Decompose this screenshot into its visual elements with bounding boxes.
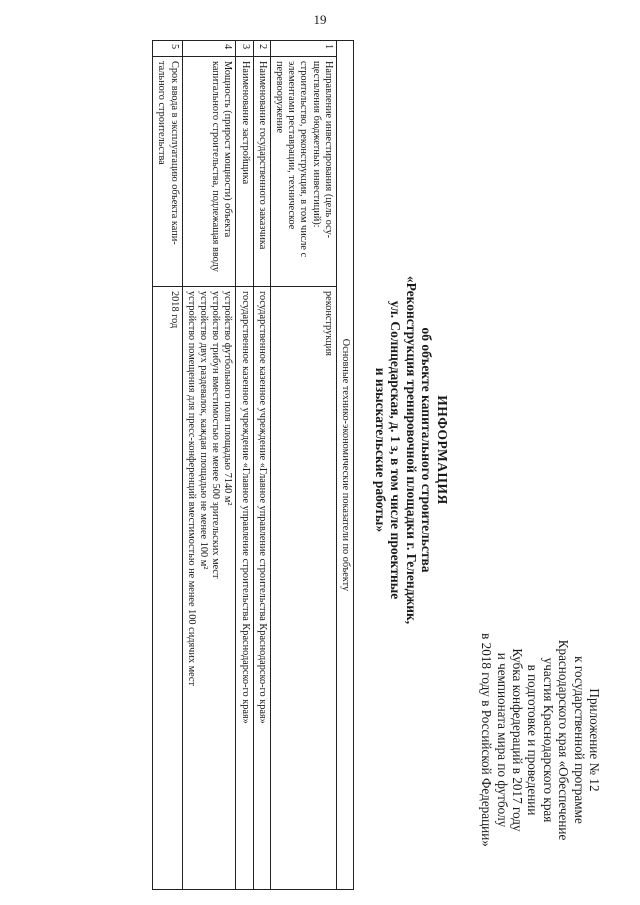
heading-line: «Реконструкция тренировочной площадки г. Геленджик,: [404, 275, 419, 625]
appendix-block: [479, 590, 602, 890]
appendix-line: в 2018 году в Российской Федерации»: [479, 633, 495, 847]
row-name: Наименование застройщика: [236, 57, 253, 287]
row-value: [270, 287, 336, 890]
row-value-line: устройство двух раздевалок, каждая площадью не менее 100 м²: [197, 291, 209, 570]
row-number: 3: [236, 41, 253, 57]
row-value-line: устройство футбольного поля площадью 7140 м²: [222, 291, 234, 506]
row-value: [236, 287, 253, 890]
row-value-line: государственное казенное учреждение «Главное управление строительства Краснодарско-го края»: [239, 291, 251, 724]
appendix-line: Приложение № 12: [587, 688, 602, 792]
row-number: 2: [253, 41, 270, 57]
row-value: [182, 287, 236, 890]
table-row: [253, 41, 270, 890]
row-number: 1: [270, 41, 336, 57]
document-heading: [373, 235, 451, 665]
heading-title: ИНФОРМАЦИЯ: [435, 395, 450, 505]
table-row: [236, 41, 253, 890]
row-value: [153, 287, 182, 890]
table-row: [153, 41, 182, 890]
appendix-line: Кубка конфедераций в 2017 году: [509, 648, 525, 832]
indicators-table-wrap: [152, 40, 354, 890]
row-value-line: устройство помещения для пресс-конференций вместимостью не менее 100 сидячих мест: [185, 291, 197, 687]
row-value-line: государственное казенное учреждение «Главное управление строительства Краснодарско-го края»: [256, 291, 268, 724]
table-row: [182, 41, 236, 890]
row-name: Срок ввода в эксплуатацию объекта капи-тального строительства: [153, 57, 182, 287]
heading-line: об объекте капитального строительства: [419, 327, 435, 573]
indicators-table: [152, 40, 354, 890]
heading-line: и изыскательские работы»: [373, 367, 388, 533]
appendix-line: к государственной программе: [571, 656, 587, 824]
row-name: Мощность (прирост мощности) объекта капитального строительства, подлежащая вводу: [182, 57, 236, 287]
appendix-line: Краснодарского края «Обеспечение: [556, 639, 572, 841]
appendix-line: и чемпионата мира по футболу: [494, 652, 510, 828]
row-value-line: 2018 год: [168, 291, 180, 329]
page-number: 19: [313, 12, 327, 27]
row-name: Направление инвестирования (цель осу-ществления бюджетных инвестиций): строительство, реконструкция, в том числе с элементами реставрации, техническое перевооружение: [270, 57, 336, 287]
row-name: Наименование государственного заказчика: [253, 57, 270, 287]
row-number: 5: [153, 41, 182, 57]
table-header: Основные технико-экономические показатели по объекту: [336, 41, 353, 890]
row-value-line: устройство трибун вместимостью не менее 500 зрительских мест: [210, 291, 222, 579]
appendix-line: в подготовке и проведении: [525, 664, 541, 816]
row-number: 4: [182, 41, 236, 57]
row-value-line: реконструкция: [322, 291, 334, 356]
table-row: [270, 41, 336, 890]
heading-line: ул. Солнцедарская, д. 1 з, в том числе проектные: [388, 300, 404, 600]
rotated-page-content: [42, 40, 602, 890]
table-header-row: [336, 41, 353, 890]
row-value: [253, 287, 270, 890]
appendix-line: участия Краснодарского края: [540, 657, 556, 823]
